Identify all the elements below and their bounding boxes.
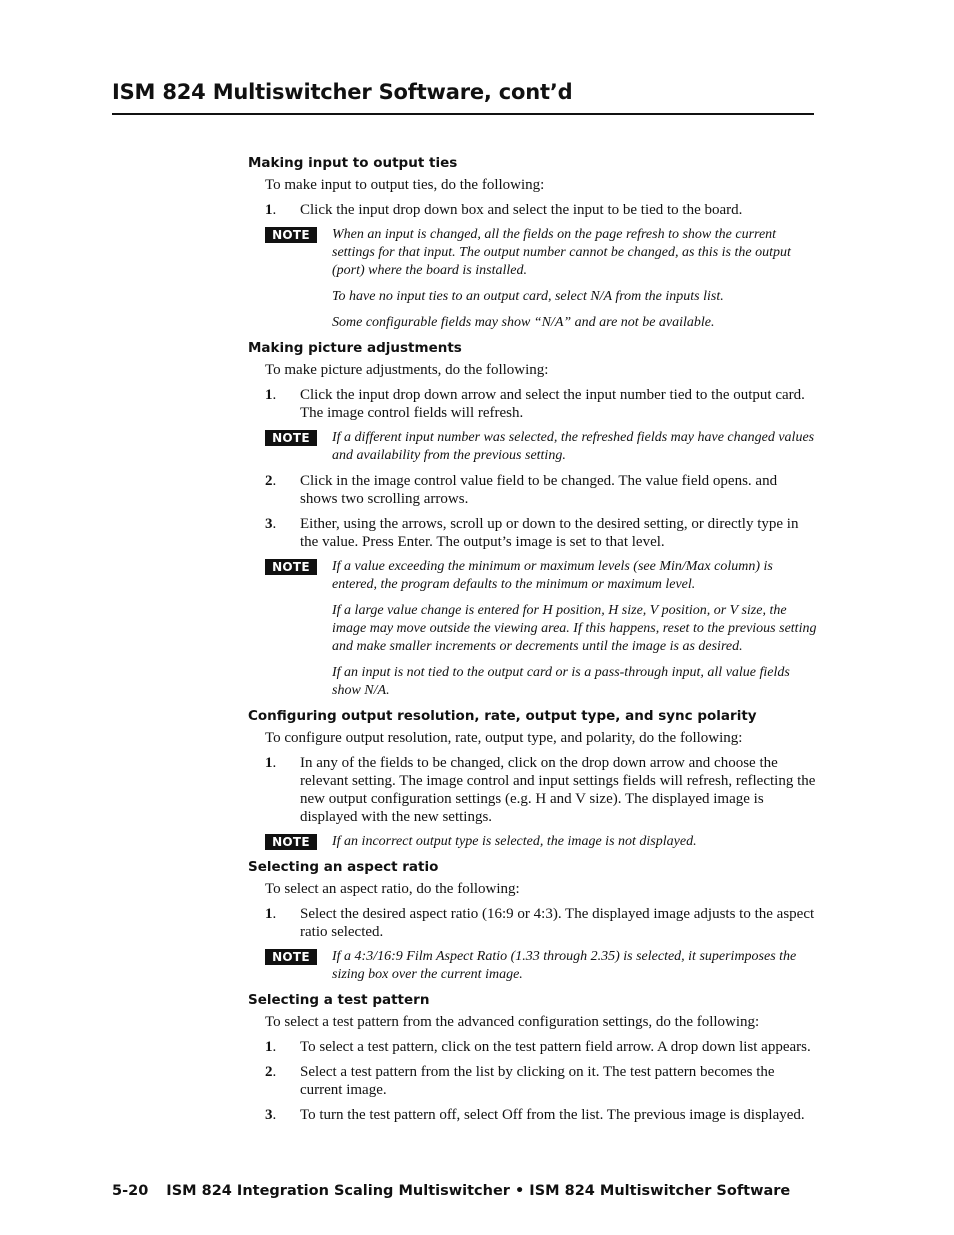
step-number: 3. — [265, 516, 277, 532]
note-badge: NOTE — [265, 430, 317, 446]
note-paragraph: If a 4:3/16:9 Film Aspect Ratio (1.33 through 2.35) is selected, it superimposes the sizing box over the current image. — [332, 949, 797, 982]
step-number: 1. — [265, 906, 277, 922]
step-text: Click the input drop down arrow and select the input number tied to the output card. The image control fields will refresh. — [300, 387, 805, 421]
step-item — [265, 201, 818, 219]
title-rule — [112, 113, 814, 115]
note-paragraph: To have no input ties to an output card, select N/A from the inputs list. — [332, 289, 724, 304]
step-number-value: 1 — [265, 755, 273, 771]
section-heading: Making picture adjustments — [248, 340, 462, 356]
note-content — [332, 429, 818, 465]
document-body — [248, 154, 818, 1131]
page-number: 5-20 — [112, 1183, 149, 1199]
note-content — [332, 833, 818, 851]
section-intro: To make picture adjustments, do the following: — [265, 362, 549, 378]
section — [248, 154, 818, 332]
note-paragraph: If a different input number was selected, the refreshed fields may have changed values and availability from the previous setting. — [332, 430, 815, 463]
step-item — [265, 1038, 818, 1056]
step-text: To select a test pattern, click on the test pattern field arrow. A drop down list appears. — [300, 1039, 811, 1055]
step-number-value: 3 — [265, 516, 273, 532]
step-text: Click the input drop down box and select the input to be tied to the board. — [300, 202, 743, 218]
step-number-value: 1 — [265, 387, 273, 403]
note-block — [265, 429, 818, 465]
section-intro: To select a test pattern from the advanced configuration settings, do the following: — [265, 1014, 760, 1030]
section-intro: To configure output resolution, rate, output type, and polarity, do the following: — [265, 730, 743, 746]
step-number: 2. — [265, 1064, 277, 1080]
step-item — [265, 1106, 818, 1124]
note-paragraph: If an input is not tied to the output card or is a pass-through input, all value fields show N/A. — [332, 665, 790, 698]
section — [248, 991, 818, 1124]
step-number: 1. — [265, 202, 277, 218]
note-block — [265, 226, 818, 332]
footer-text: ISM 824 Integration Scaling Multiswitcher • ISM 824 Multiswitcher Software — [166, 1183, 791, 1199]
step-text: In any of the fields to be changed, click on the drop down arrow and choose the relevant setting. The image control and input settings fields will refresh, reflecting the new output configuration settings (e.g. H and V size). The displayed image is displayed with the new settings. — [300, 755, 816, 825]
step-number: 1. — [265, 1039, 277, 1055]
step-number: 1. — [265, 387, 277, 403]
step-number-value: 2 — [265, 1064, 273, 1080]
note-block — [265, 833, 818, 851]
step-number: 1. — [265, 755, 277, 771]
page-title: ISM 824 Multiswitcher Software, cont’d — [112, 80, 573, 104]
step-item — [265, 472, 818, 508]
step-number-value: 1 — [265, 1039, 273, 1055]
note-content — [332, 558, 818, 700]
note-paragraph: If a value exceeding the minimum or maximum levels (see Min/Max column) is entered, the program defaults to the minimum or maximum level. — [332, 559, 773, 592]
step-number-value: 3 — [265, 1107, 273, 1123]
step-item — [265, 754, 818, 826]
note-block — [265, 948, 818, 984]
step-number-value: 1 — [265, 202, 273, 218]
step-text: Select a test pattern from the list by clicking on it. The test pattern becomes the current image. — [300, 1064, 775, 1098]
note-badge: NOTE — [265, 227, 317, 243]
note-paragraph: If an incorrect output type is selected, the image is not displayed. — [332, 834, 697, 849]
section-heading: Selecting a test pattern — [248, 992, 430, 1008]
step-number: 2. — [265, 473, 277, 489]
note-paragraph: Some configurable fields may show “N/A” and are not be available. — [332, 315, 715, 330]
section — [248, 858, 818, 984]
step-item — [265, 386, 818, 422]
step-text: Either, using the arrows, scroll up or down to the desired setting, or directly type in the value. Press Enter. The output’s image is set to that level. — [300, 516, 799, 550]
step-item — [265, 515, 818, 551]
step-item — [265, 1063, 818, 1099]
step-text: To turn the test pattern off, select Off from the list. The previous image is displayed. — [300, 1107, 805, 1123]
note-paragraph: If a large value change is entered for H position, H size, V position, or V size, the image may move outside the viewing area. If this happens, reset to the previous setting and make smaller increments or decrements until the image is as desired. — [332, 603, 817, 654]
step-text: Select the desired aspect ratio (16:9 or 4:3). The displayed image adjusts to the aspect ratio selected. — [300, 906, 815, 940]
note-paragraph: When an input is changed, all the fields on the page refresh to show the current settings for that input. The output number cannot be changed, as this is the output (port) where the board is installed. — [332, 227, 791, 278]
step-number-value: 2 — [265, 473, 273, 489]
note-content — [332, 226, 818, 332]
section-intro: To select an aspect ratio, do the following: — [265, 881, 520, 897]
note-badge: NOTE — [265, 559, 317, 575]
note-block — [265, 558, 818, 700]
section-heading: Selecting an aspect ratio — [248, 859, 439, 875]
note-badge: NOTE — [265, 949, 317, 965]
step-number-value: 1 — [265, 906, 273, 922]
section — [248, 339, 818, 700]
page-footer — [112, 1183, 790, 1199]
section-heading: Making input to output ties — [248, 155, 458, 171]
section — [248, 707, 818, 851]
section-intro: To make input to output ties, do the following: — [265, 177, 545, 193]
step-item — [265, 905, 818, 941]
step-text: Click in the image control value field to be changed. The value field opens. and shows two scrolling arrows. — [300, 473, 778, 507]
note-content — [332, 948, 818, 984]
section-heading: Configuring output resolution, rate, output type, and sync polarity — [248, 708, 757, 724]
note-badge: NOTE — [265, 834, 317, 850]
step-number: 3. — [265, 1107, 277, 1123]
